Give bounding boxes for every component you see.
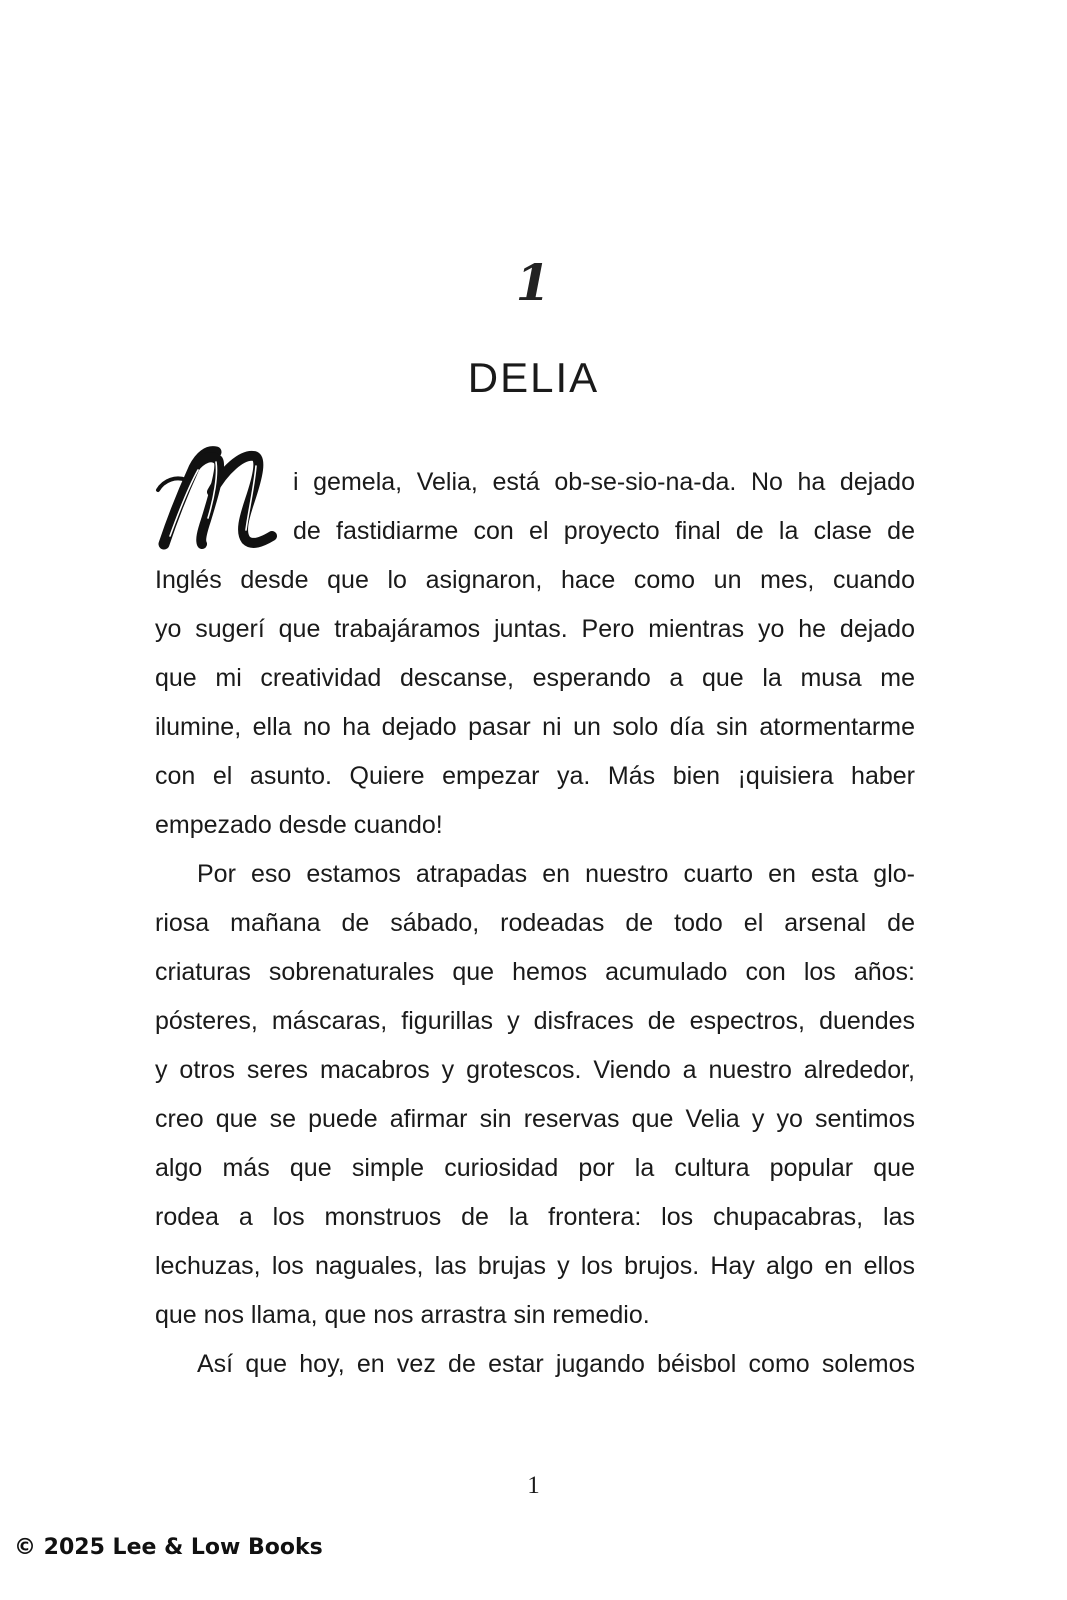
chapter-title: DELIA [467, 354, 600, 401]
text-line: riosa mañana de sábado, rodeadas de todo el arsenal de [155, 909, 915, 937]
chapter-number: 1 [515, 253, 552, 312]
text-line: algo más que simple curiosidad por la cultura popular que [155, 1154, 915, 1182]
chapter-body [155, 458, 915, 1389]
text-line: criaturas sobrenaturales que hemos acumulado con los años: [155, 958, 915, 986]
text-line: que mi creatividad descanse, esperando a que la musa me [155, 664, 915, 692]
paragraph-1 [155, 458, 915, 850]
text-line: i gemela, Velia, está ob-se-sio-na-da. No ha dejado [293, 468, 915, 496]
text-line: Inglés desde que lo asignaron, hace como un mes, cuando [155, 566, 915, 594]
paragraph-3 [155, 1340, 915, 1389]
text-line: de fastidiarme con el proyecto final de la clase de [293, 517, 915, 545]
text-line: empezado desde cuando! [155, 811, 443, 839]
text-line: lechuzas, los naguales, las brujas y los brujos. Hay algo en ellos [155, 1252, 915, 1280]
text-line: con el asunto. Quiere empezar ya. Más bien ¡quisiera haber [155, 762, 915, 790]
text-line: Así que hoy, en vez de estar jugando béisbol como solemos [197, 1350, 915, 1378]
text-line: pósteres, máscaras, figurillas y disfraces de espectros, duendes [155, 1007, 915, 1035]
page-number: 1 [527, 1472, 540, 1499]
text-line: yo sugerí que trabajáramos juntas. Pero mientras yo he dejado [155, 615, 915, 643]
text-line: creo que se puede afirmar sin reservas que Velia y yo sentimos [155, 1105, 915, 1133]
copyright-notice: © 2025 Lee & Low Books [14, 1535, 323, 1560]
text-line: ilumine, ella no ha dejado pasar ni un solo día sin atormentarme [155, 713, 915, 741]
text-line: rodea a los monstruos de la frontera: los chupacabras, las [155, 1203, 915, 1231]
text-line: y otros seres macabros y grotescos. Viendo a nuestro alrededor, [155, 1056, 915, 1084]
text-line: que nos llama, que nos arrastra sin remedio. [155, 1301, 650, 1329]
text-line: Por eso estamos atrapadas en nuestro cuarto en esta glo- [197, 860, 915, 888]
paragraph-2 [155, 850, 915, 1340]
